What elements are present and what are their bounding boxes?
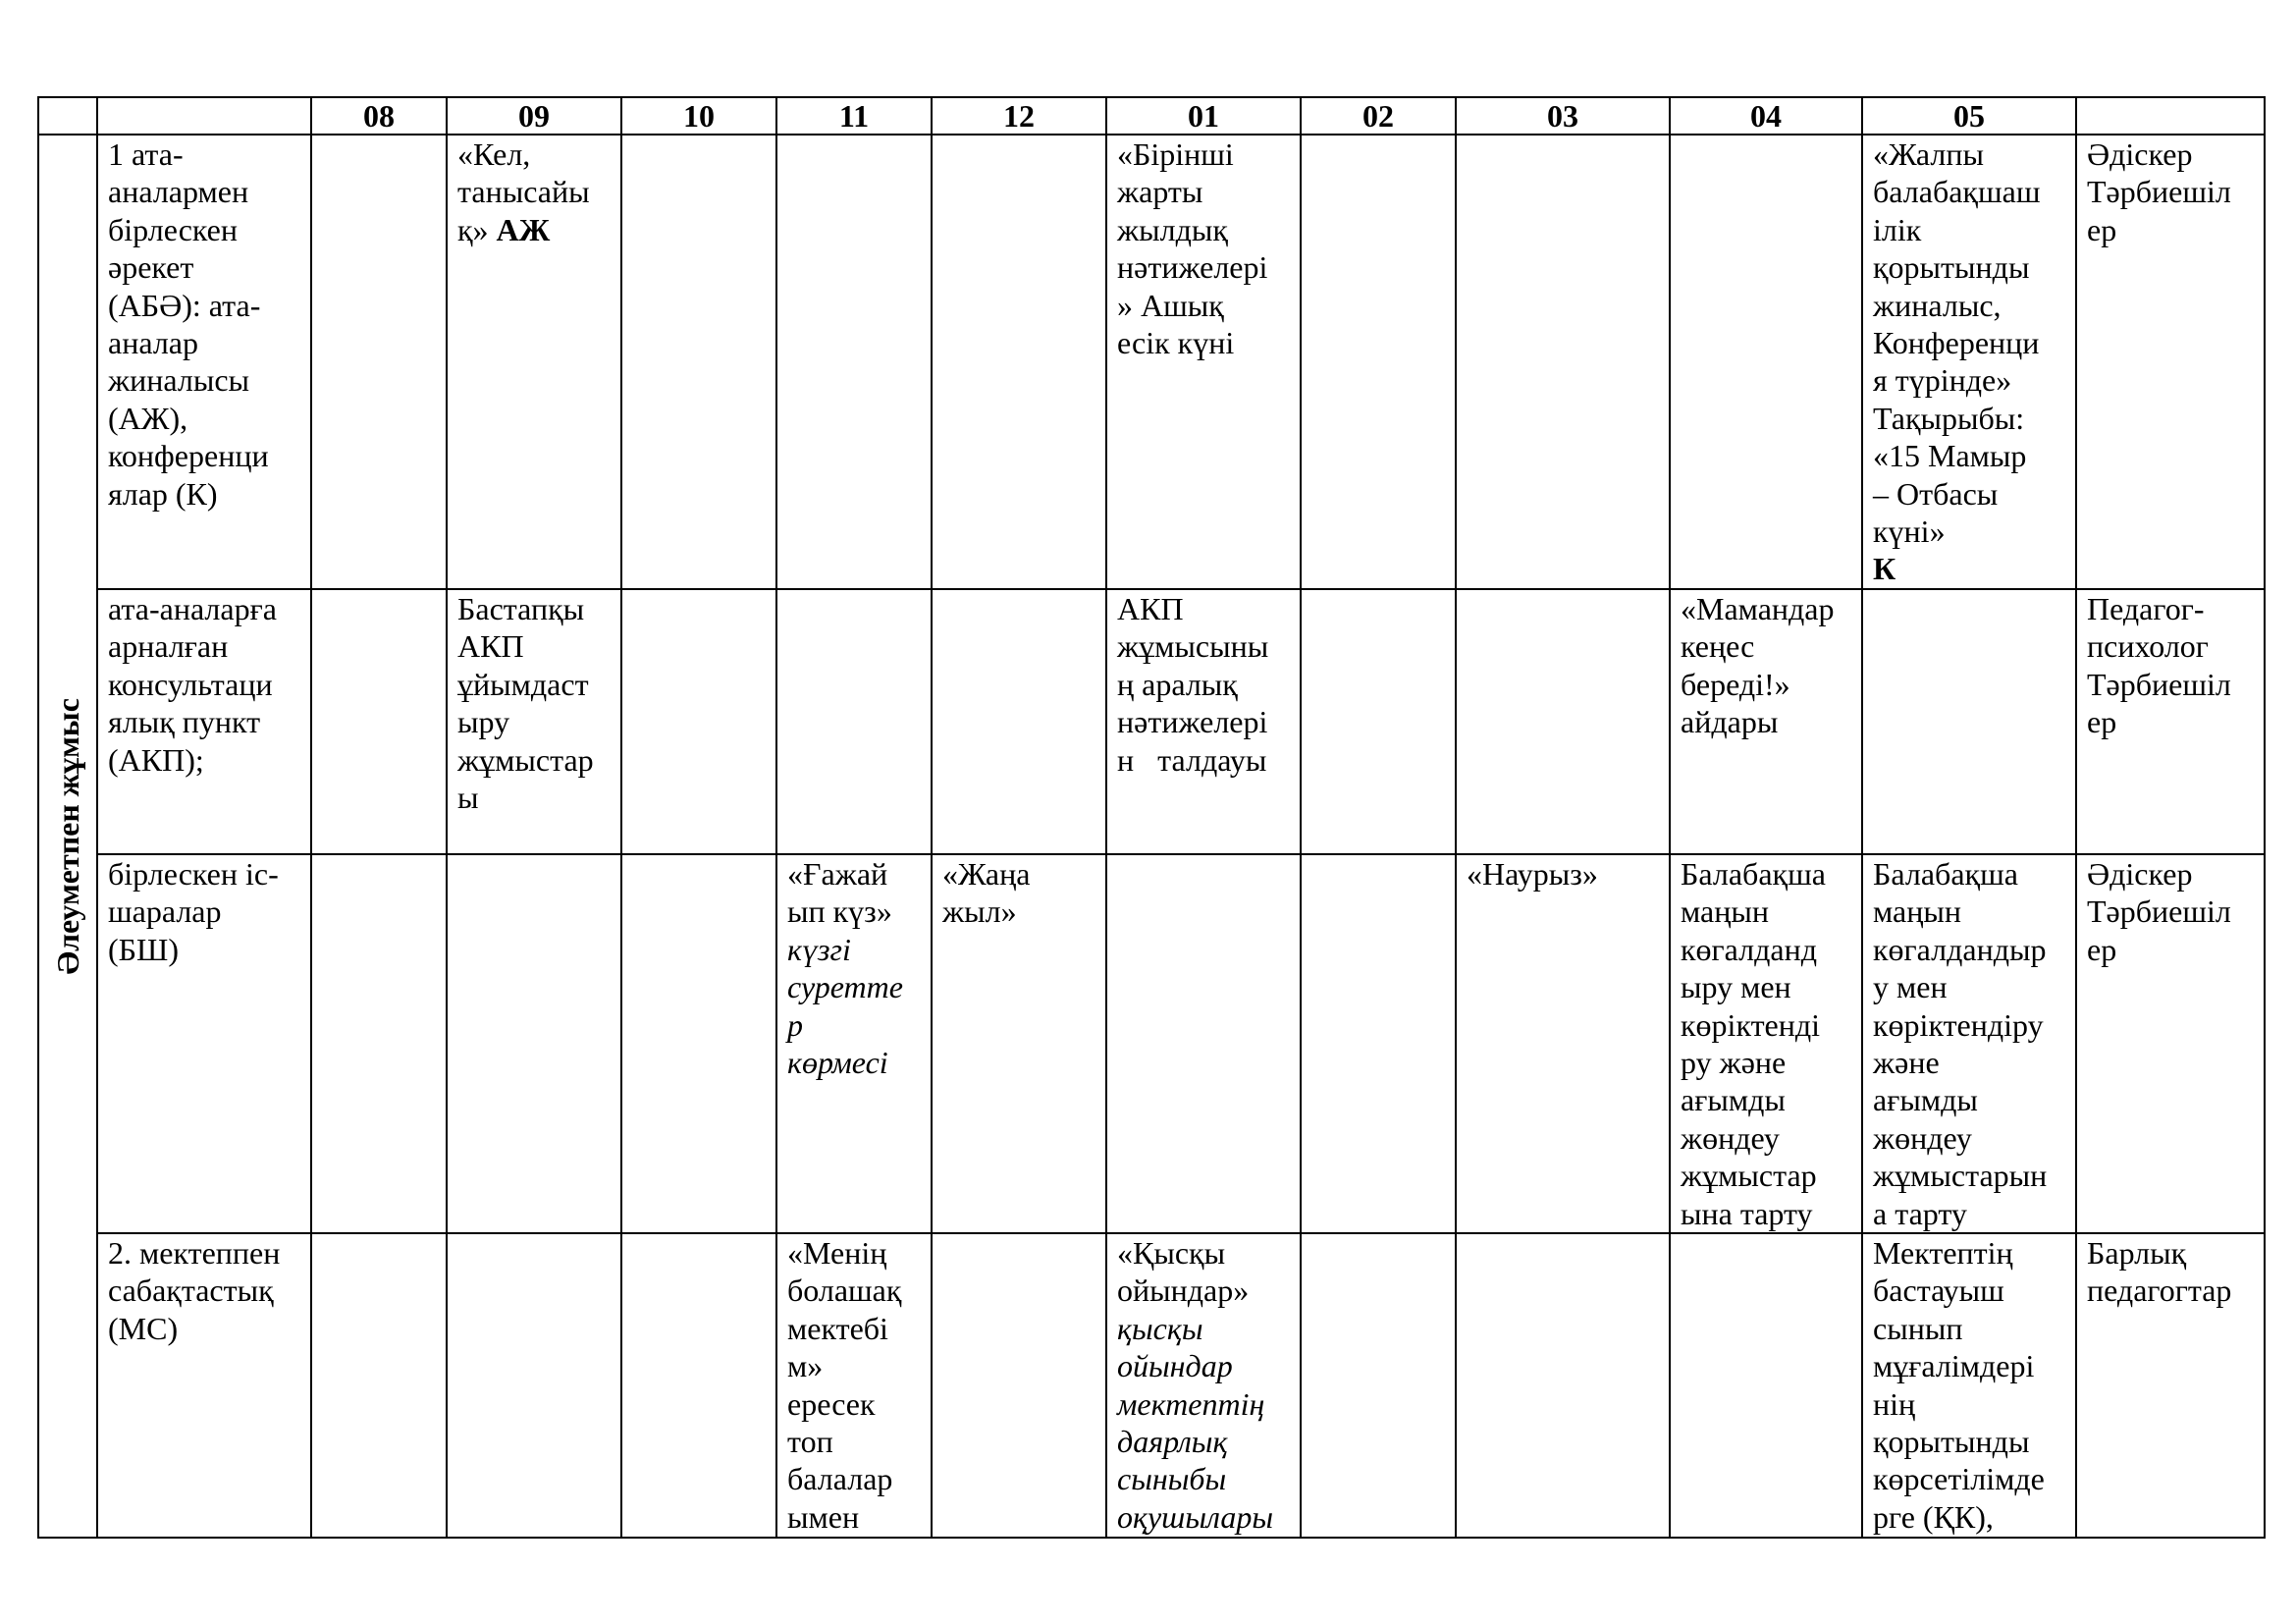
header-month: 01: [1106, 97, 1301, 135]
cell-text: «Қысқы ойындар»: [1117, 1234, 1250, 1309]
responsible-cell: Әдіскер Тәрбиешіл ер: [2076, 135, 2265, 589]
table-cell: [1862, 589, 2076, 854]
table-cell: АКП жұмысыны ң аралық нәтижелері н талдауы: [1106, 589, 1301, 854]
header-month: 04: [1670, 97, 1862, 135]
table-cell: Мектептің бастауыш сынып мұғалімдері нің қорытынды көрсетілімде рге (ҚК),: [1862, 1233, 2076, 1538]
header-month: 10: [621, 97, 776, 135]
cell-italic-text: күзгі суретте р көрмесі: [787, 931, 903, 1080]
row-name: 2. мектеппен сабақтастық (МС): [97, 1233, 311, 1538]
table-cell: [621, 589, 776, 854]
header-month: 05: [1862, 97, 2076, 135]
cell-bold-text: АЖ: [496, 211, 551, 247]
table-cell: [932, 135, 1106, 589]
header-month: 03: [1456, 97, 1670, 135]
cell-text: «Ғажай ып күз»: [787, 855, 892, 930]
cell-bold-text: К: [1873, 551, 1896, 587]
table-row: [38, 589, 2265, 854]
header-empty-last: [2076, 97, 2265, 135]
table-cell: [932, 589, 1106, 854]
responsible-cell: Педагог- психолог Тәрбиешіл ер: [2076, 589, 2265, 854]
table-cell: [621, 854, 776, 1233]
table-cell: [1301, 135, 1456, 589]
cell-text: «Жалпы балабақшаш ілік қорытынды жиналыс, Конференци я түрінде» Тақырыбы: «15 Мамыр – Отбасы күні»: [1873, 136, 2041, 550]
table-cell: [311, 854, 447, 1233]
table-cell: «Жаңа жыл»: [932, 854, 1106, 1233]
cell-text: «Кел, танысайы қ»: [457, 136, 590, 247]
section-label-cell: [38, 135, 97, 1538]
row-name: бірлескен іс- шаралар (БШ): [97, 854, 311, 1233]
section-label: Әлеуметпен жұмыс: [49, 697, 85, 975]
table-cell: Бастапқы АКП ұйымдаст ыру жұмыстар ы: [447, 589, 621, 854]
document-page: [37, 96, 2264, 1539]
header-month: 02: [1301, 97, 1456, 135]
table-cell: [1670, 135, 1862, 589]
table-cell: [1301, 589, 1456, 854]
table-cell: [1670, 1233, 1862, 1538]
responsible-cell: Әдіскер Тәрбиешіл ер: [2076, 854, 2265, 1233]
header-empty-1: [38, 97, 97, 135]
row-name: ата-аналарға арналған консультаци ялық пункт (АКП);: [97, 589, 311, 854]
table-cell: [776, 854, 932, 1233]
table-cell: «Менің болашақ мектебі м» ересек топ балалар ымен: [776, 1233, 932, 1538]
table-cell: [1301, 854, 1456, 1233]
table-cell: [311, 1233, 447, 1538]
header-month: 08: [311, 97, 447, 135]
table-row: [38, 854, 2265, 1233]
responsible-cell: Барлық педагогтар: [2076, 1233, 2265, 1538]
table-cell: [1301, 1233, 1456, 1538]
table-cell: [776, 135, 932, 589]
table-cell: «Бірінші жарты жылдық нәтижелері » Ашық есік күні: [1106, 135, 1301, 589]
table-cell: «Мамандар кеңес береді!» айдары: [1670, 589, 1862, 854]
table-cell: [447, 1233, 621, 1538]
table-cell: [932, 1233, 1106, 1538]
table-cell: [311, 589, 447, 854]
table-row: [38, 1233, 2265, 1538]
row-name: 1 ата- аналармен бірлескен әрекет (АБӘ): ата- аналар жиналысы (АЖ), конференци ялар (К): [97, 135, 311, 589]
table-cell: [776, 589, 932, 854]
header-month: 12: [932, 97, 1106, 135]
table-cell: [1862, 135, 2076, 589]
table-cell: [447, 854, 621, 1233]
table-cell: [1456, 135, 1670, 589]
table-cell: [1106, 1233, 1301, 1538]
table-cell: [621, 135, 776, 589]
table-cell: [1456, 589, 1670, 854]
header-month: 09: [447, 97, 621, 135]
table-cell: Балабақша маңын көгалданд ыру мен көріктенді ру және ағымды жөндеу жұмыстар ына тарту: [1670, 854, 1862, 1233]
table-cell: [1456, 1233, 1670, 1538]
header-month: 11: [776, 97, 932, 135]
table-cell: «Наурыз»: [1456, 854, 1670, 1233]
table-row: [38, 135, 2265, 589]
table-cell: [311, 135, 447, 589]
plan-table: [37, 96, 2266, 1539]
table-cell: [621, 1233, 776, 1538]
table-cell: [447, 135, 621, 589]
cell-italic-text: қысқы ойындар мектептің даярлық сыныбы оқушылары: [1117, 1310, 1274, 1535]
table-cell: Балабақша маңын көгалдандыр у мен көріктендіру және ағымды жөндеу жұмыстарын а тарту: [1862, 854, 2076, 1233]
header-empty-2: [97, 97, 311, 135]
table-cell: [1106, 854, 1301, 1233]
header-row: [38, 97, 2265, 135]
